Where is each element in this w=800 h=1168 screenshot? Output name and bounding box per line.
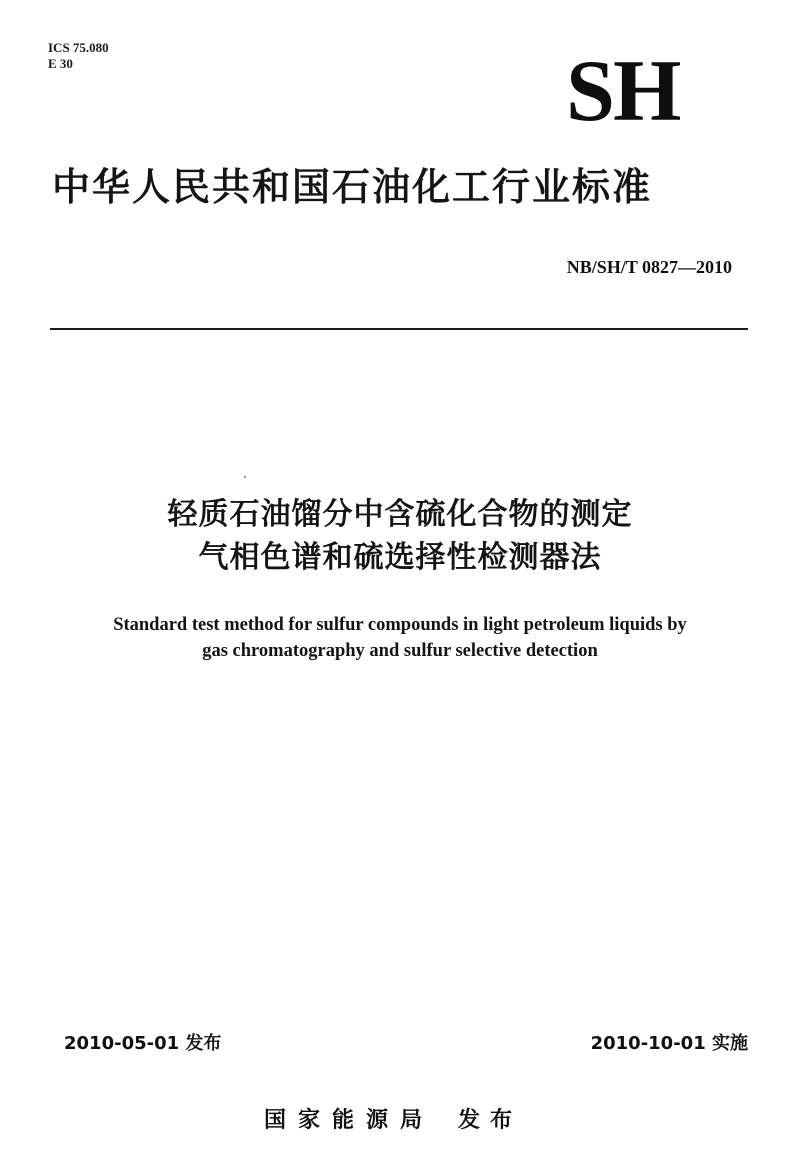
standard-title: 中华人民共和国石油化工行业标准 bbox=[52, 165, 653, 209]
issuer-line bbox=[264, 1106, 522, 1136]
english-title-line-2: gas chromatography and sulfur selective detection bbox=[202, 641, 598, 661]
chinese-title-line-1: 轻质石油馏分中含硫化合物的测定 bbox=[167, 497, 633, 532]
issuer-name: 国家能源局 bbox=[264, 1108, 435, 1133]
implement-date: 2010-10-01 实施 bbox=[590, 1033, 748, 1054]
ics-code: ICS 75.080 bbox=[48, 40, 109, 55]
header-divider bbox=[50, 328, 748, 330]
chinese-title-line-2: 气相色谱和硫选择性检测器法 bbox=[198, 540, 602, 575]
class-code: E 30 bbox=[48, 56, 73, 71]
classification-codes bbox=[48, 40, 109, 72]
standard-code: NB/SH/T 0827—2010 bbox=[566, 257, 732, 277]
sh-logo: SH bbox=[566, 43, 680, 140]
scan-speck bbox=[244, 476, 246, 478]
publish-date: 2010-05-01 发布 bbox=[64, 1033, 222, 1054]
english-title-line-1: Standard test method for sulfur compounds in light petroleum liquids by bbox=[113, 615, 687, 635]
issue-word: 发布 bbox=[458, 1108, 523, 1133]
